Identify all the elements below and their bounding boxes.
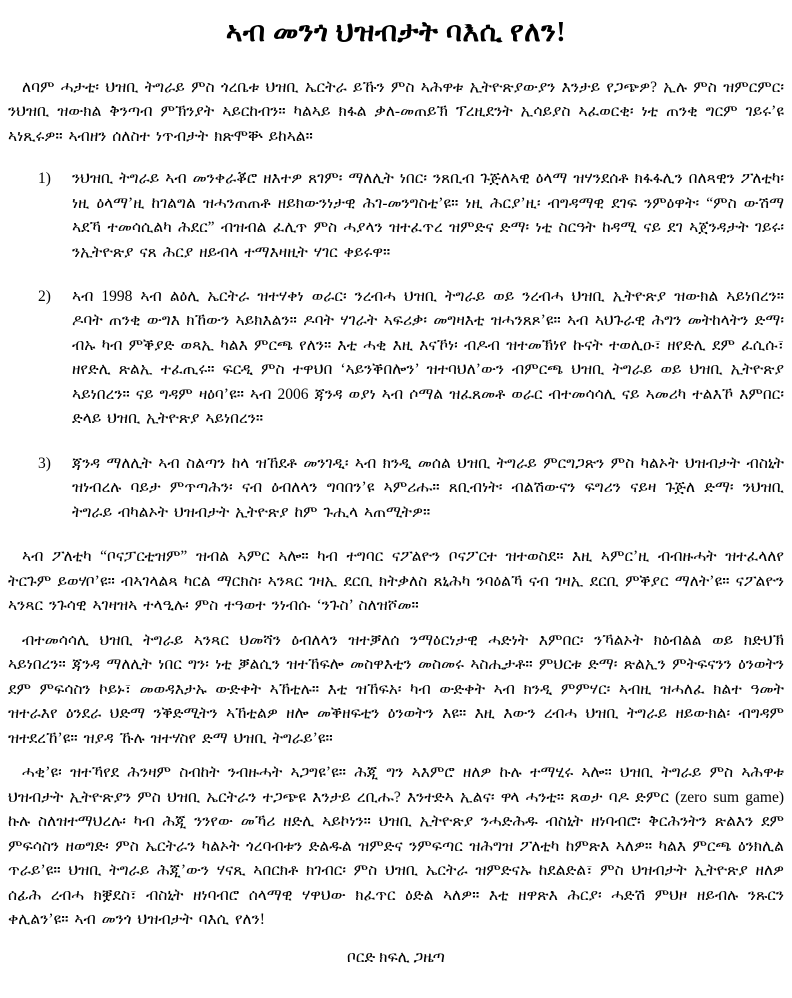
bonapartism-paragraph: ኣብ ፖለቲካ “ቦናፓርቲዝም” ዝብል ኣምር ኣሎ። ካብ ተግባር ናፖልዮን ቦናፖርተ ዝተወስደ። እዚ ኣምር’ዚ ብብዙሓት ዝተፈላለየ ትርጉም ይወሃቦ’ዩ። ብኣገላልጻ ካርል ማርክስ፡ ኣንጻር ገዛኢ ደርቢ ክትቃለስ ጸኒሕካ ንባዕልኻ ናብ ገዛኢ ደርቢ ምቕያር ማለት’ዩ። ናፖልዮን ኣንጻር ንጉሳዊ ኣገዛዝኣ ተላዒሉ፡ ምስ ተዓወተ ንነብሱ ‘ንጉስ’ ስለዝሾመ። xyxy=(8,548,784,615)
list-item xyxy=(8,452,784,525)
intro-paragraph: ለባም ሓታቲ፡ ህዝቢ ትግራይ ምስ ጎረቤቱ ህዝቢ ኤርትራ ይኹን ምስ ኣሕዋቱ ኢትዮጽያውያን እንታይ የጋጭዎ? ኢሉ ምስ ዝምርምር፡ ንህዝቢ ዝውክል ቅንጣብ ምኽንያት ኣይርከብን። ካልኣይ ክፋል ቃለ-መጠይኽ ፕረዚደንት ኢሳይያስ ኣፈወርቂ፡ ነቲ ጠንቂ ግርም ገይሩ’ዩ ኣነጺሩዎ። ኣብዘን ሰለስተ ነጥብታት ክጽሞቝ ይከኣል። xyxy=(8,78,784,145)
signature: ቦርድ ክፍሊ ጋዜጣ xyxy=(347,948,445,966)
list-item-text: ኣብ 1998 ኣብ ልዕሊ ኤርትራ ዝተሃቀነ ወራር፡ ንረብሓ ህዝቢ ትግራይ ወይ ንረብሓ ህዝቢ ኢትዮጽያ ዝውክል ኣይነበረን። ዶባት ጠንቂ ውግእ ክኸውን ኣይክእልን። ዶባት ሃገራት ኣፍሪቃ፡ መግዛእቲ ዝሓንጸጾ’ዩ። ኣብ ኣህጉራዊ ሕግን መትከላትን ድማ፡ ብኡ ካብ ምቕያድ ወጻኢ ካልእ ምርጫ የለን። እቲ ሓቂ እዚ እናኾነ፡ ብዶብ ዝተመኽነየ ኩናት ተወሊዑ፣ ዘየድሊ ደም ፈሲሱ፣ ዘየድሊ ጽልኢ ተፈጢሩ። ፍርዲ ምስ ተዋህበ ‘ኣይንቕበሎን’ ዝተባህለ’ውን ብምርጫ ህዝቢ ትግራይ ወይ ህዝቢ ኢትዮጽያ ኣይነበረን። ናይ ግዳም ዛዕባ’ዩ። ኣብ 2006 ጃንዳ ወያነ ኣብ ሶማል ዝፈጸመቶ ወራር ብተመሳሳሊ ናይ ኣመሪካ ተልእኾ እምበር፡ ድላይ ህዝቢ ኢትዮጽያ ኣይነበረን። xyxy=(72,287,784,428)
numbered-list xyxy=(8,167,784,525)
list-item-number: 3) xyxy=(38,454,51,472)
list-item-number: 2) xyxy=(38,287,51,305)
list-item-text: ጃንዳ ማለሊት ኣብ ስልጣን ከላ ዝኸደቶ መንገዲ፡ ኣብ ክንዲ መሰል ህዝቢ ትግራይ ምርግጋጽን ምስ ካልኦት ህዝብታት ብስኒት ዝነብረሉ ባይታ ምጥጣሕን፡ ናብ ዕብለላን ግባበን’ዩ ኣምሪሑ። ጸቢብነት፡ ብልሽውናን ፍግሪን ናይዛ ጉጅለ ድማ፡ ንህዝቢ ትግራይ ብካልኦት ህዝብታት ኢትዮጽያ ከም ጉሒላ ኣጠሚትዎ። xyxy=(72,454,784,521)
list-item-text: ንህዝቢ ትግራይ ኣብ መንቀራቖሮ ዘእተዎ ጸገም፡ ማለሊት ነበር፡ ንጸቢብ ጉጅለኣዊ ዕላማ ዝሃንደሰቶ ክፋፋሊን በለጻዊን ፖለቲካ፡ ነዚ ዕላማ’ዚ ከገልግል ዝሓንጠጠቶ ዘይክውንነታዊ ሕገ-መንግስቲ’ዩ። ነዚ ሕርያ’ዚ፡ ብግዳማዊ ደገፍ ንምዕዋት፡ “ምስ ውሽማ ኣደኻ ተመሳሲልካ ሕደር” ብዝብል ፈሊጥ ምስ ሓያላን ዝተፈጥረ ዝምድና ድማ፡ ነቲ ስርዓት ከዳሚ ናይ ደገ ኣጀንዳታት ገይሩ፡ ንኢትዮጽያ ናጸ ሕርያ ዘይብላ ተማእዛዚት ሃገር ቀይሩዋ። xyxy=(72,170,784,261)
conclusion-paragraph: ሓቂ’ዩ፡ ዝተኻየደ ሕንዛም ስብከት ንብዙሓት ኣጋግዩ’ዩ። ሕጂ ግን ኣእምሮ ዘለዎ ኩሉ ተማሂሩ ኣሎ። ህዝቢ ትግራይ ምስ ኣሕዋቱ ህዝብታት ኢትዮጽያን ምስ ህዝቢ ኤርትራን ተጋጭዩ እንታይ ረቢሑ? እንተድኣ ኢልና፡ ዋላ ሓንቲ። ጸወታ ባዶ ድምር (zero sum game) ኩሉ ስለዝተማህረሉ፡ ካብ ሕጂ ንንየው መኻሪ ዘድሊ ኣይኮነን። ህዝቢ ኢትዮጽያ ንሓድሕዱ ብስኒት ዘነባብሮ፡ ቅርሕንትን ጽልእን ደም ምፍሳስን ዘወግድ፡ ምስ ኤርትራን ካልኦት ጎረባብቱን ድልዱል ዝምድና ንምፍጣር ዝሕግዝ ፖለቲካ ከምጽእ ኣለዎ። ካልእ ምርጫ ዕንክሊል ጥራይ’ዩ። ህዝቢ ትግራይ ሕጂ’ውን ሃናጺ ኣበርክቶ ክገብር፡ ምስ ህዝቢ ኤርትራ ዝምድናኡ ከደልድል፣ ምስ ህዝብታት ኢትዮጽያ ዘለዎ ሰፊሕ ረብሓ ክቛደስ፣ ብስኒት ዘነባብሮ ሰላማዊ ሃዋህው ክፈጥር ዕድል ኣለዎ። እቲ ዘዋጽእ ሕርያ፡ ሓድሽ ምህዞ ዘይብሉ ንጹርን ቀሊልን’ዩ። ኣብ መንጎ ህዝብታት ባእሲ የለን! xyxy=(8,764,784,929)
list-item xyxy=(8,285,784,432)
list-item-number: 1) xyxy=(38,170,51,188)
list-item xyxy=(8,167,784,265)
tigray-struggle-paragraph: ብተመሳሳሊ ህዝቢ ትግራይ ኣንጻር ህመሻን ዕብለላን ዝተቓለሰ ንማዕርነታዊ ሓድነት እምበር፡ ንኻልኦት ክዕብልል ወይ ክድህኽ ኣይነበረን። ጃንዳ ማለሊት ነበር ግን፡ ነቲ ቓልሲን ዝተኸፍሎ መስዋእቲን መስመሩ ኣስሒታቶ። ምህርቱ ድማ፡ ጽልኢን ምትፍናንን ዕንወትን ደም ምፍሳስን ኮይኑ፣ መወዳእታኡ ውድቀት ኣኸቲሉ። እቲ ዝኸፍአ፡ ካብ ውድቀት ኣብ ክንዲ ምምሃር፡ ኣብዚ ዝሓለፈ ክልተ ዓመት ዝተራእየ ዕንደራ ህድማ ንቕድሚትን ኣኸቲልዎ ዘሎ መቕዘፍቲን ዕንወትን እዩ። እዚ እውን ረብሓ ህዝቢ ትግራይ ዘይውክል፡ ብግዳም ዝተደረኸ’ዩ። ዝያዳ ኹሉ ዝተሃስየ ድማ ህዝቢ ትግራይ’ዩ። xyxy=(8,631,784,747)
page-title: ኣብ መንጎ ህዝብታት ባእሲ የለን! xyxy=(225,17,567,48)
